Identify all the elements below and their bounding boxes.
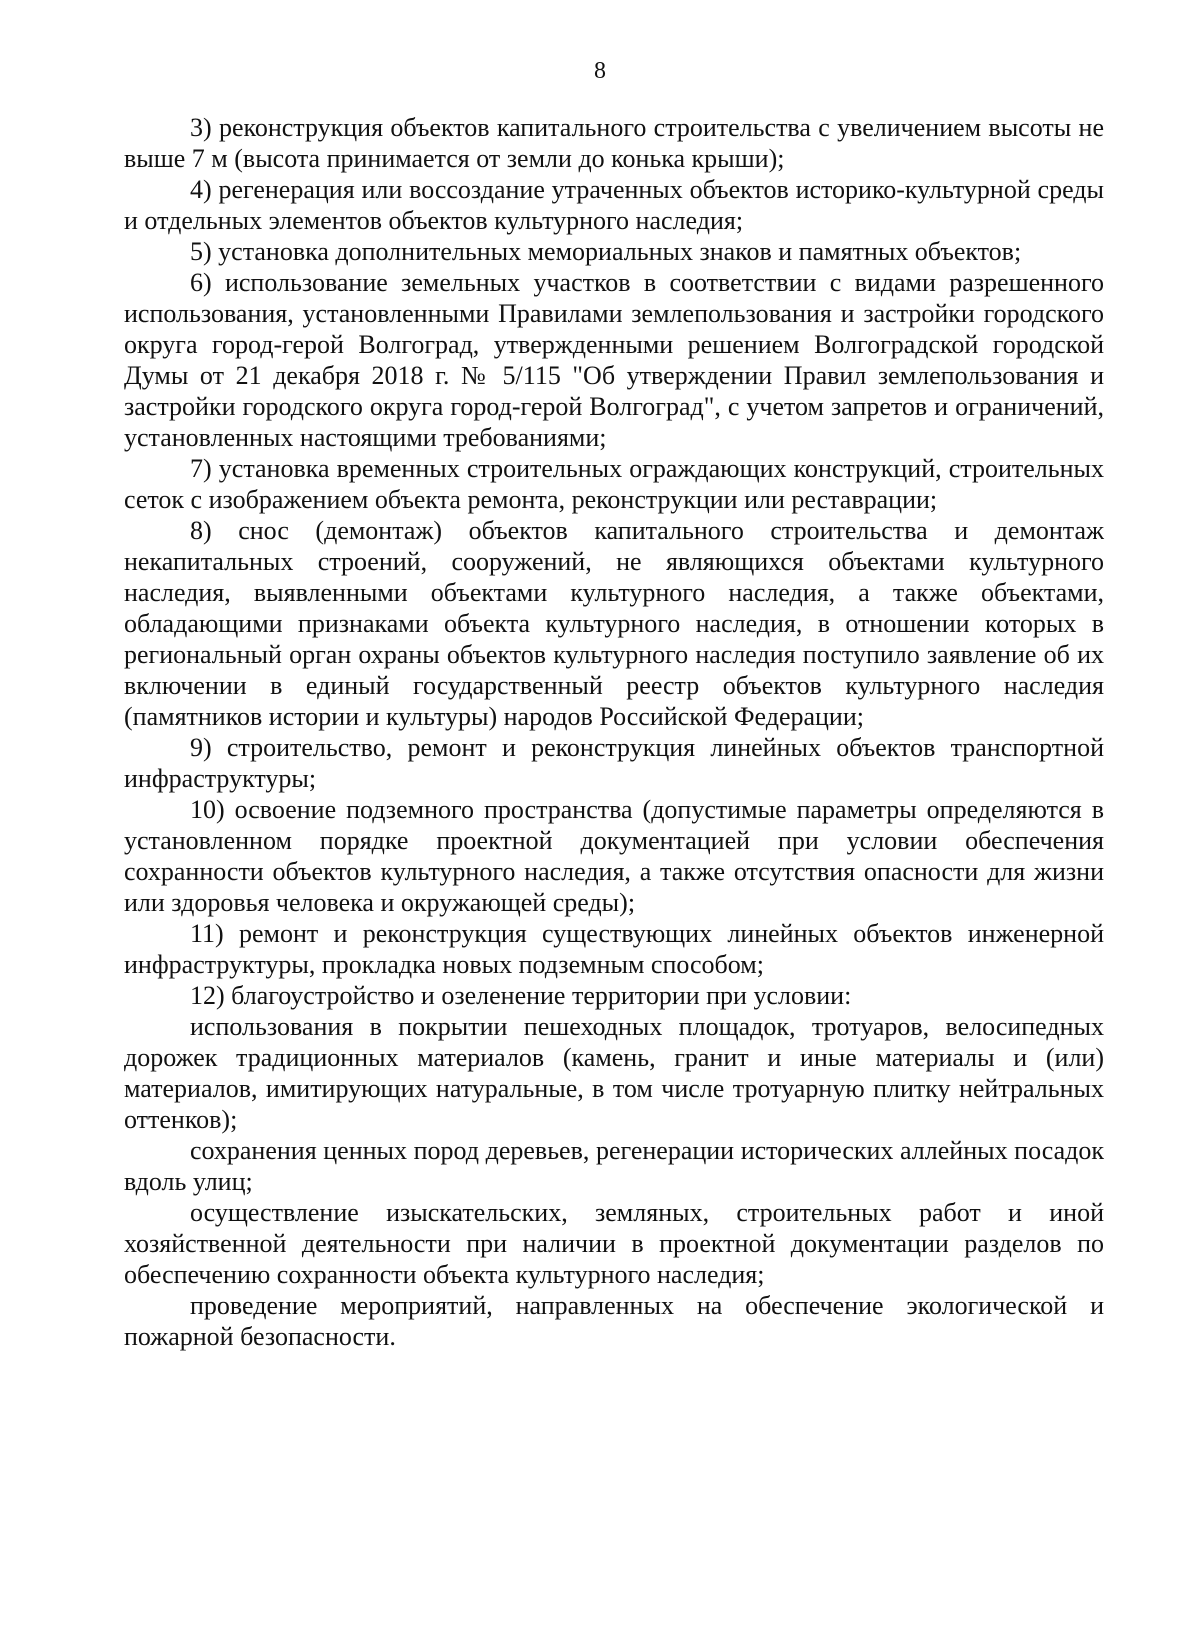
paragraph-item-8: 8) снос (демонтаж) объектов капитального строительства и демонтаж некапитальных строений, сооружений, не являющихся объектами культурного наследия, выявленными объектами культурного наследия, а также объектами, обладающими признаками объекта культурного наследия, в отношении которых в региональный орган охраны объектов культурного наследия поступило заявление об их включении в единый государственный реестр объектов культурного наследия (памятников истории и культуры) народов Российской Федерации; — [124, 516, 1104, 731]
paragraph-item-5: 5) установка дополнительных мемориальных знаков и памятных объектов; — [190, 237, 1022, 266]
paragraph-item-11: 11) ремонт и реконструкция существующих линейных объектов инженерной инфраструктуры, прокладка новых подземным способом; — [124, 919, 1104, 979]
paragraph-subitem-safety: проведение мероприятий, направленных на обеспечение экологической и пожарной безопасности. — [124, 1291, 1104, 1351]
paragraph-subitem-works: осуществление изыскательских, земляных, строительных работ и иной хозяйственной деятельности при наличии в проектной документации разделов по обеспечению сохранности объекта культурного наследия; — [124, 1198, 1104, 1289]
paragraph-item-9: 9) строительство, ремонт и реконструкция линейных объектов транспортной инфраструктуры; — [124, 733, 1104, 793]
page-number: 8 — [594, 58, 606, 84]
paragraph-subitem-paving: использования в покрытии пешеходных площадок, тротуаров, велосипедных дорожек традиционных материалов (камень, гранит и иные материалы и (или) материалов, имитирующих натуральные, в том числе тротуарную плитку нейтральных оттенков); — [124, 1012, 1104, 1134]
paragraph-item-4: 4) регенерация или воссоздание утраченных объектов историко-культурной среды и отдельных элементов объектов культурного наследия; — [124, 175, 1104, 235]
paragraph-item-10: 10) освоение подземного пространства (допустимые параметры определяются в установленном порядке проектной документацией при условии обеспечения сохранности объектов культурного наследия, а также отсутствия опасности для жизни или здоровья человека и окружающей среды); — [124, 795, 1104, 917]
document-body — [124, 112, 1104, 1352]
paragraph-subitem-trees: сохранения ценных пород деревьев, регенерации исторических аллейных посадок вдоль улиц; — [124, 1136, 1104, 1196]
paragraph-item-3: 3) реконструкция объектов капитального строительства с увеличением высоты не выше 7 м (высота принимается от земли до конька крыши); — [124, 113, 1104, 173]
paragraph-item-7: 7) установка временных строительных ограждающих конструкций, строительных сеток с изображением объекта ремонта, реконструкции или реставрации; — [124, 454, 1104, 514]
paragraph-item-12: 12) благоустройство и озеленение территории при условии: — [190, 981, 852, 1010]
paragraph-item-6: 6) использование земельных участков в соответствии с видами разрешенного использования, установленными Правилами землепользования и застройки городского округа город-герой Волгоград, утвержденными решением Волгоградской городской Думы от 21 декабря 2018 г. № 5/115 "Об утверждении Правил землепользования и застройки городского округа город-герой Волгоград", с учетом запретов и ограничений, установленных настоящими требованиями; — [124, 268, 1104, 452]
